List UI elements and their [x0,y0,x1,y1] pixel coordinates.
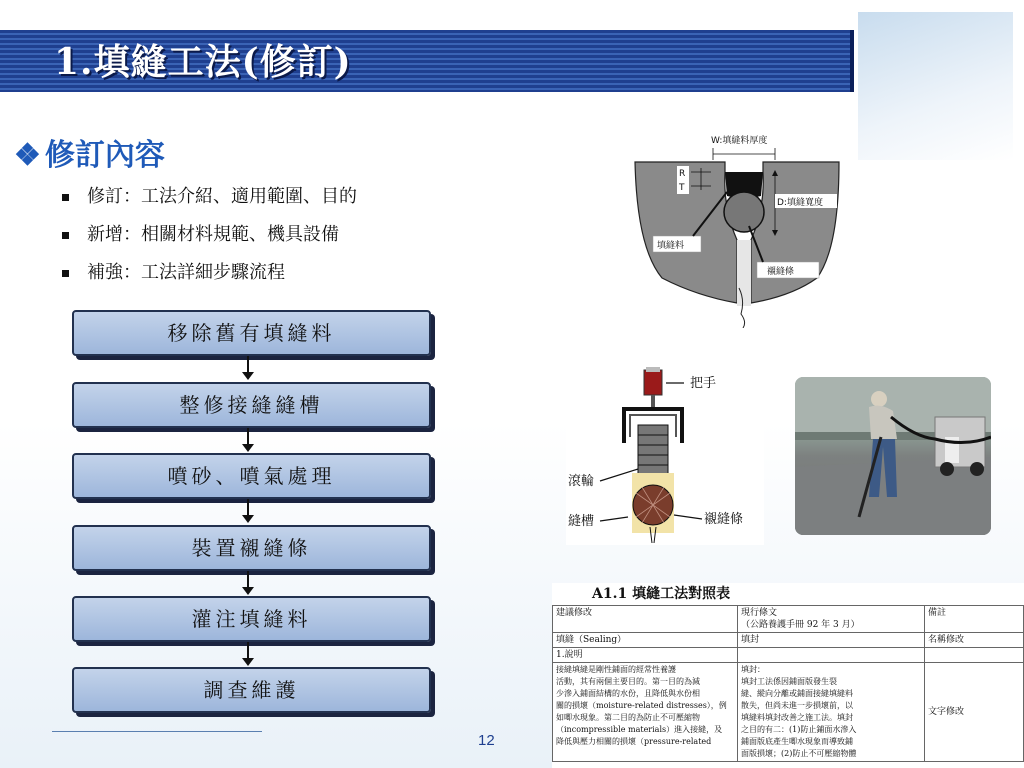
cell-line: 之目的有二：(1)防止鋪面水滲入 [741,725,857,734]
cell-line: 填封： [741,665,765,674]
width-label: W:填縫料厚度 [711,136,768,146]
joint-section-diagram [627,128,849,328]
flow-arrow [247,571,249,593]
bullet-text: 修訂：工法介紹、適用範圍、目的 [87,186,357,207]
sealant-label: 填縫料 [657,241,685,251]
bullet-item [62,182,357,208]
handle-label: 把手 [690,376,717,391]
section-heading-text: 修訂內容 [44,138,165,173]
square-bullet-icon [62,270,69,277]
table-cell [553,663,738,762]
page-number: 12 [478,732,495,749]
roller-tool-figure [566,365,764,545]
cell-line: 鋪面版底產生唧水現象而導致鋪 [741,737,853,746]
doc-title: A1.1 填縫工法對照表 [592,586,731,602]
depth-label: D:填縫寬度 [777,198,823,208]
flow-arrow [247,642,249,664]
bullet-item [62,220,339,246]
flow-step-repair-groove: 整修接縫縫槽 [72,382,431,428]
header-current-line2: （公路養護手冊 92 年 3 月） [741,620,860,630]
t-label: T [679,183,685,193]
section-heading [14,130,165,174]
roller-label: 滾輪 [568,474,595,489]
table-cell: 名稱修改 [925,633,1024,648]
table-cell: 1.說明 [553,648,738,663]
table-cell: 文字修改 [925,663,1024,762]
flow-step-install-backer: 裝置襯縫條 [72,525,431,571]
cell-line: 縫、縱向分離或鋪面接縫填縫料 [741,689,853,698]
header-current-line1: 現行條文 [741,608,778,618]
flow-step-sandblast: 噴砂、噴氣處理 [72,453,431,499]
table-cell [738,663,925,762]
backer-label: 襯縫條 [767,267,795,277]
flow-arrow [247,499,249,521]
diamond-bullet-icon: ❖ [14,138,41,173]
cell-line: 如唧水現象。第二目的為防止不可壓縮物 [556,713,700,722]
bullet-text: 新增：相關材料規範、機具設備 [87,224,339,245]
flow-step-pour-sealant: 灌注填縫料 [72,596,431,642]
cell-line: 關的損壞（moisture-related distresses），例 [556,701,727,710]
table-cell: 填縫（Sealing） [553,633,738,648]
square-bullet-icon [62,232,69,239]
bullet-item [62,258,285,284]
header-col-notes: 備註 [925,606,1024,633]
cell-line: 接縫填縫是剛性鋪面的經常性養護 [556,665,676,674]
cell-line: 填封工法係因鋪面版發生裂 [741,677,837,686]
cell-line: 少滲入鋪面結構的水份，且降低與水份相 [556,689,700,698]
table-row [553,663,1024,762]
bullet-text: 補強：工法詳細步驟流程 [87,262,285,283]
table-cell [925,648,1024,663]
r-label: R [679,169,686,179]
square-bullet-icon [62,194,69,201]
flow-arrow [247,428,249,450]
cell-line: 填縫料填封改善之施工法。填封 [741,713,853,722]
worker-photo [795,377,991,535]
decorative-corner-square [858,12,1013,160]
backer-rod-label: 襯縫條 [704,512,744,527]
flow-arrow [247,356,249,378]
cell-line: 活動，其有兩個主要目的。第一目的為減 [556,677,700,686]
table-row [553,633,1024,648]
cell-line: 散失，但尚未進一步損壞前，以 [741,701,853,710]
table-row [553,648,1024,663]
header-col-suggested: 建議修改 [553,606,738,633]
groove-label: 縫槽 [568,514,595,529]
cell-line: 降低與壓力相關的損壞（pressure-related [556,737,712,746]
flow-step-inspect: 調查維護 [72,667,431,713]
flow-step-remove-sealant: 移除舊有填縫料 [72,310,431,356]
cell-line: （incompressible materials）進入接縫，及 [556,725,723,734]
table-header-row [553,606,1024,633]
comparison-table-document [552,583,1024,768]
slide-title: 1.填縫工法(修訂) [54,41,352,83]
table-cell: 填封 [738,633,925,648]
table-cell [738,648,925,663]
comparison-table [552,605,1024,762]
cell-line: 面版損壞；(2)防止不可壓縮物體 [741,749,857,758]
header-col-current [738,606,925,633]
footer-line [52,731,262,732]
